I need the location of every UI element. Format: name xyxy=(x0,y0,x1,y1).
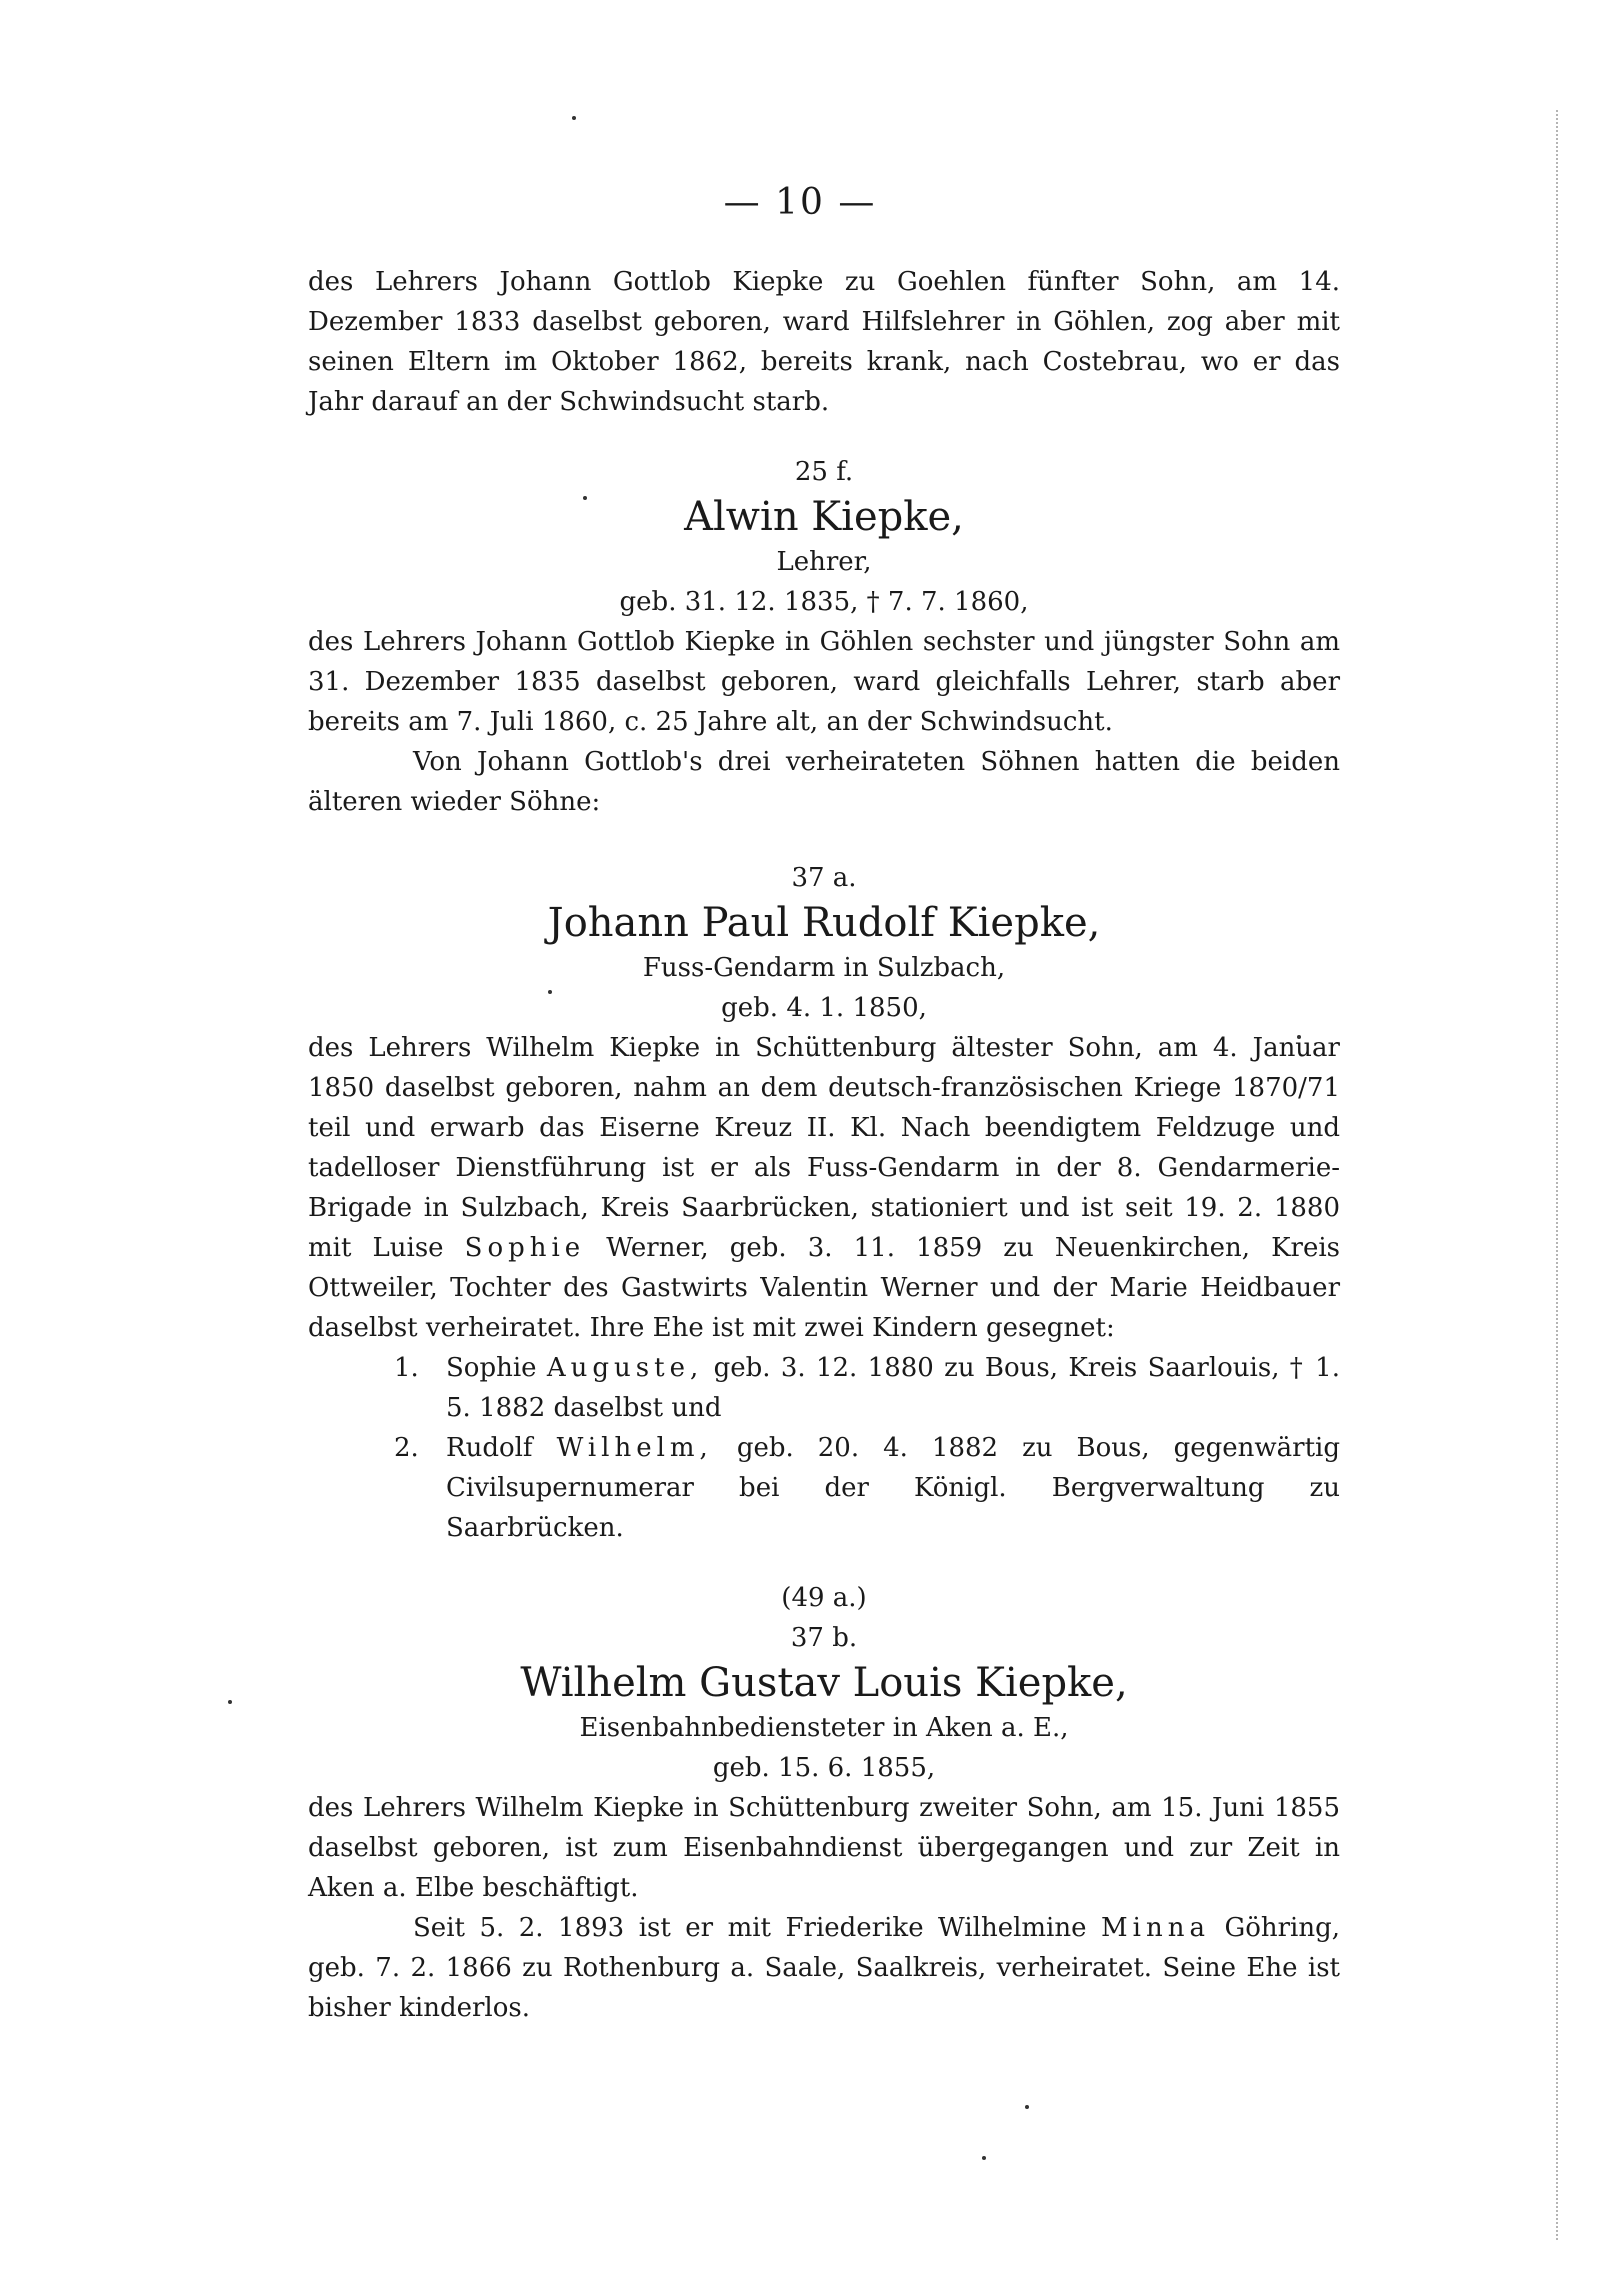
person-occupation: Lehrer, xyxy=(776,547,872,577)
paragraph-text: Werner, geb. 3. 11. 1859 zu Neuenkirchen, Kreis Ottweiler, Tochter des Gastwirts Valentin Werner und der Marie Heidbauer daselbst verheiratet. Ihre Ehe ist mit zwei Kindern gesegnet: xyxy=(308,1233,1341,1343)
person-dates: geb. 15. 6. 1855, xyxy=(712,1753,936,1783)
person-name: Johann Paul Rudolf Kiepke, xyxy=(547,900,1101,946)
spaced-name: Minna xyxy=(1101,1913,1210,1943)
paragraph-text: des Lehrers Wilhelm Kiepke in Schüttenburg ältester Sohn, am 4. Januar 1850 daselbst geboren, nahm an dem deutsch-französischen Kriege 1870/71 teil und erwarb das Eiserne Kreuz II. Kl. Nach beendigtem Feldzuge und tadelloser Dienstführung ist er als Fuss-Gendarm in der 8. Gendarmerie-Brigade in Sulzbach, Kreis Saarbrücken, stationiert und ist seit 19. 2. 1880 mit Luise xyxy=(308,1033,1340,1263)
person-name: Alwin Kiepke, xyxy=(684,494,964,540)
page-text xyxy=(308,262,1340,2028)
spaced-name: Sophie xyxy=(464,1233,586,1263)
child-entry: Rudolf Wilhelm, geb. 20. 4. 1882 zu Bous, gegenwärtig Civilsupernumerar bei der Königl. Bergverwaltung zu Saarbrücken. xyxy=(446,1433,1341,1543)
entry-number: 25 f. xyxy=(794,457,854,487)
person-occupation: Eisenbahnbediensteter in Aken a. E., xyxy=(579,1713,1069,1743)
person-occupation: Fuss-Gendarm in Sulzbach, xyxy=(642,953,1006,983)
page-number: — 10 — xyxy=(723,182,877,223)
entry-37a xyxy=(308,858,1340,1548)
marriage-paragraph: Seit 5. 2. 1893 ist er mit Friederike Wilhelmine Minna Göhring, geb. 7. 2. 1866 zu Rothenburg a. Saale, Saalkreis, verheiratet. Seine Ehe ist bisher kinderlos. xyxy=(308,1913,1341,2023)
entry-37b xyxy=(308,1578,1340,2028)
speck-mark xyxy=(982,2156,986,2160)
person-name: Wilhelm Gustav Louis Kiepke, xyxy=(520,1660,1128,1706)
entry-paragraph xyxy=(308,1028,1340,1348)
entry-number: 37 b. xyxy=(790,1623,858,1653)
entry-number: 37 a. xyxy=(791,863,857,893)
spaced-name: Wilhelm, xyxy=(556,1433,713,1463)
page-edge-line xyxy=(1556,110,1558,2240)
list-index: 2. xyxy=(394,1433,419,1463)
entry-25f xyxy=(308,452,1340,822)
list-item xyxy=(308,1428,1340,1548)
list-index: 1. xyxy=(394,1353,419,1383)
speck-mark xyxy=(228,1700,232,1704)
spaced-name: Auguste, xyxy=(546,1353,704,1383)
intro-paragraph: des Lehrers Johann Gottlob Kiepke zu Goehlen fünfter Sohn, am 14. Dezember 1833 daselbst geboren, ward Hilfslehrer in Göhlen, zog aber mit seinen Eltern im Oktober 1862, bereits krank, nach Costebrau, wo er das Jahr darauf an der Schwindsucht starb. xyxy=(308,267,1340,417)
children-list xyxy=(308,1348,1340,1548)
person-dates: geb. 4. 1. 1850, xyxy=(721,993,927,1023)
transition-paragraph: Von Johann Gottlob's drei verheirateten Söhnen hatten die beiden älteren wieder Söhne: xyxy=(308,747,1340,817)
entry-alt-number: (49 a.) xyxy=(781,1583,867,1613)
list-item xyxy=(308,1348,1340,1428)
entry-paragraph: des Lehrers Johann Gottlob Kiepke in Göhlen sechster und jüngster Sohn am 31. Dezember 1835 daselbst geboren, ward gleichfalls Lehrer, starb aber bereits am 7. Juli 1860, c. 25 Jahre alt, an der Schwindsucht. xyxy=(308,627,1340,737)
person-dates: geb. 31. 12. 1835, † 7. 7. 1860, xyxy=(619,587,1029,617)
speck-mark xyxy=(1025,2105,1029,2109)
speck-mark xyxy=(572,116,576,120)
child-entry: Sophie Auguste, geb. 3. 12. 1880 zu Bous, Kreis Saarlouis, † 1. 5. 1882 daselbst und xyxy=(446,1353,1340,1423)
entry-paragraph: des Lehrers Wilhelm Kiepke in Schüttenburg zweiter Sohn, am 15. Juni 1855 daselbst geboren, ist zum Eisenbahndienst übergegangen und zur Zeit in Aken a. Elbe beschäftigt. xyxy=(308,1793,1340,1903)
